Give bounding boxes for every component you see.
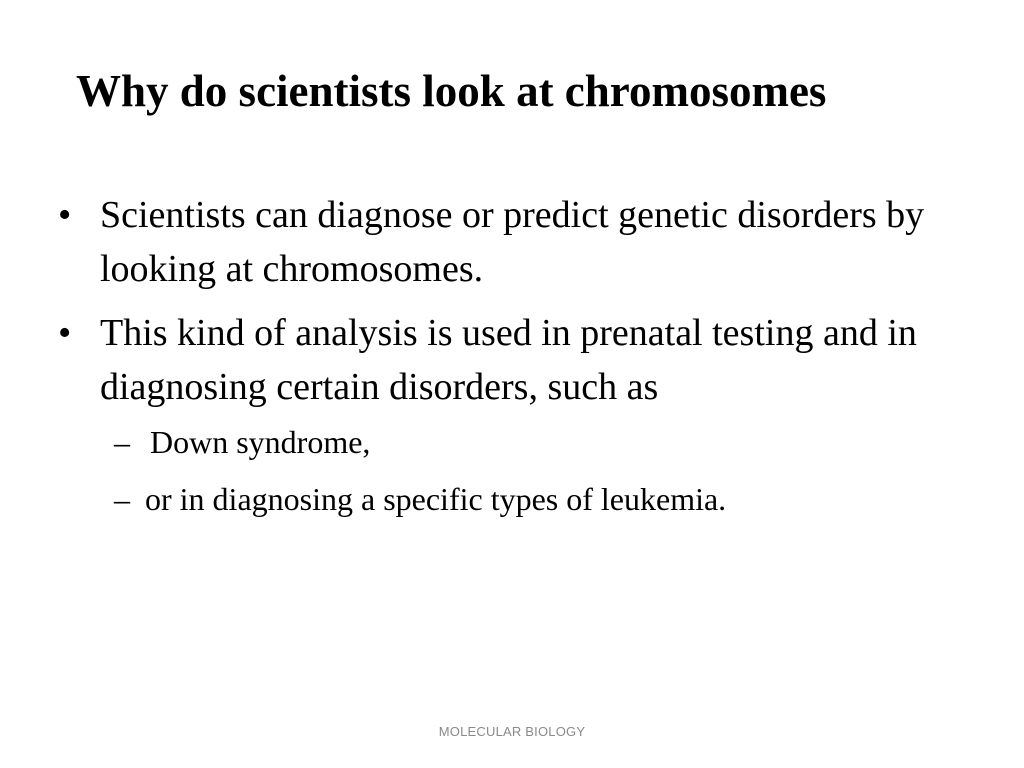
sub-bullet-item — [56, 477, 976, 521]
bullet-marker: • — [58, 194, 72, 236]
sub-bullet-marker: – — [114, 481, 130, 517]
sub-bullet-item — [56, 420, 976, 464]
bullet-text: This kind of analysis is used in prenatal testing and in diagnosing certain disorders, such as — [100, 312, 917, 408]
sub-bullet-text: or in diagnosing a specific types of leukemia. — [145, 481, 727, 517]
bullet-marker: • — [58, 312, 72, 354]
sub-bullet-text: Down syndrome, — [150, 424, 371, 460]
slide-title: Why do scientists look at chromosomes — [76, 66, 827, 116]
bullet-text: Scientists can diagnose or predict genetic disorders by looking at chromosomes. — [100, 194, 925, 290]
slide-content — [56, 188, 976, 534]
bullet-item — [56, 306, 976, 414]
sub-bullet-list — [56, 420, 976, 521]
bullet-item — [56, 188, 976, 296]
sub-bullet-marker: – — [114, 424, 130, 460]
slide-footer: MOLECULAR BIOLOGY — [438, 724, 586, 739]
